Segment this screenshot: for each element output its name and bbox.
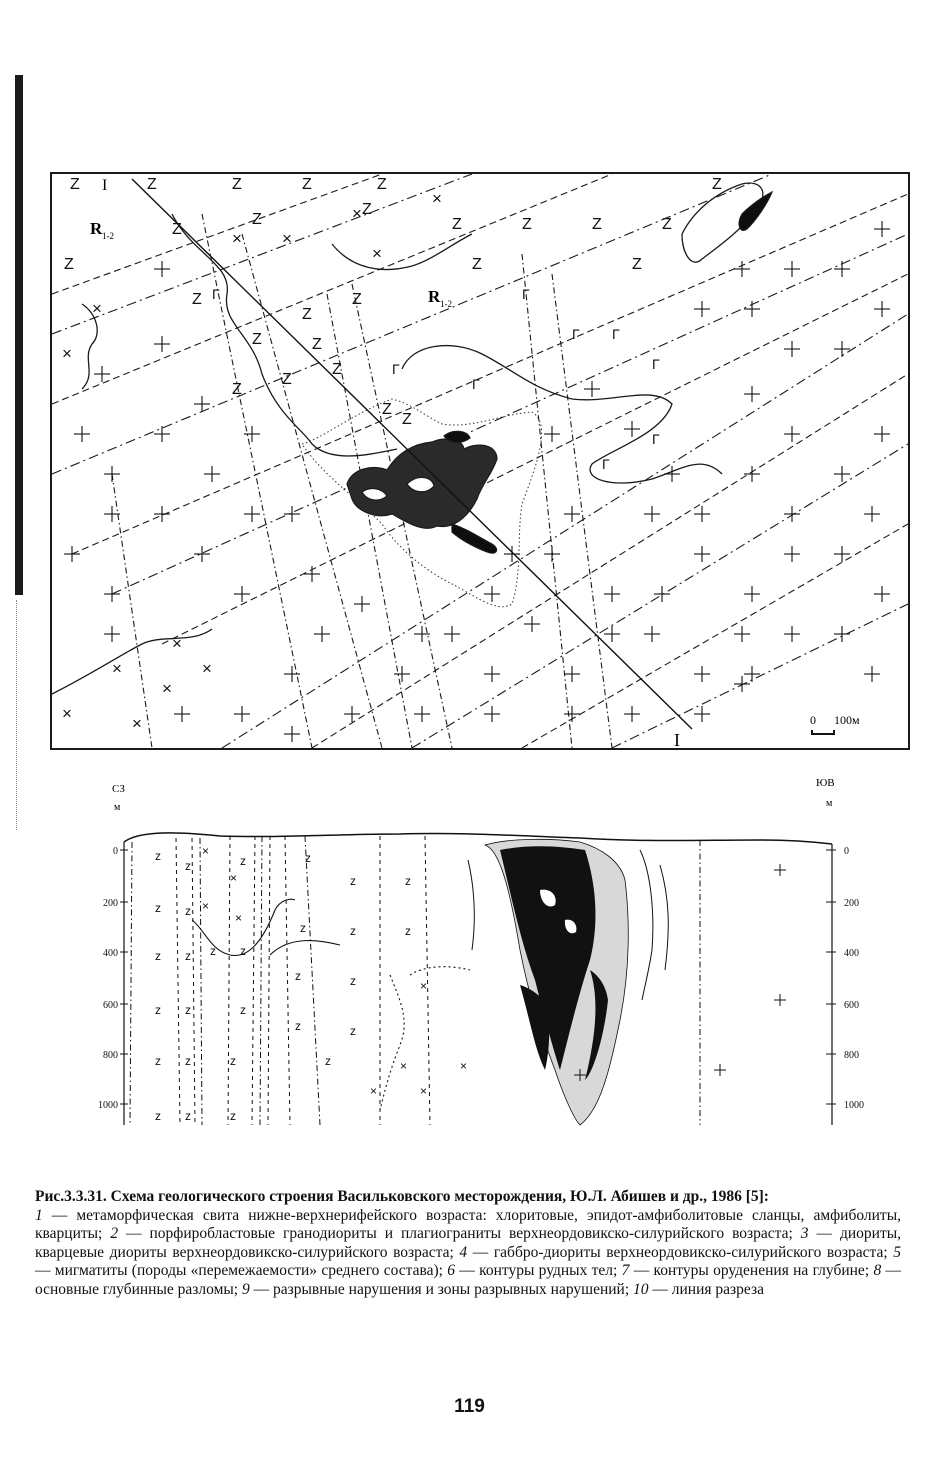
legend-item-number: 1 [35, 1206, 43, 1224]
granite-cross-symbol [584, 381, 600, 397]
legend-item-text: — контуры оруденения на глубине; [629, 1262, 874, 1279]
section-lithology-symbol: z [240, 854, 246, 868]
section-lithology-symbol: × [460, 1059, 468, 1073]
granite-cross-symbol [284, 506, 300, 522]
legend-item-number: 5 [893, 1243, 901, 1261]
lithology-symbol: Z [147, 176, 157, 193]
section-lithology-symbol: z [155, 949, 161, 963]
granite-cross-symbol [744, 386, 760, 402]
granite-cross-symbol [484, 666, 500, 682]
caption-title: Рис.3.3.31. Схема геологического строения Васильковского месторождения, Ю.Л. Абишев и др., 1986 [5]: [35, 1188, 769, 1205]
granite-cross-symbol [94, 366, 110, 382]
section-dir-right: ЮВ [816, 777, 835, 789]
lithology-symbol: Г [612, 326, 620, 342]
lithology-symbol: Г [652, 431, 660, 447]
depth-tick-label-right: 400 [844, 948, 859, 959]
lithology-symbol: Г [652, 356, 660, 372]
section-fault-line [260, 836, 262, 1125]
section-lithology-symbol: × [235, 911, 243, 925]
lithology-symbol: Z [362, 201, 372, 218]
granite-cross-symbol [154, 336, 170, 352]
section-lithology-symbol: z [240, 944, 246, 958]
lithology-symbol: × [282, 229, 292, 248]
lithology-symbol: Г [572, 326, 580, 342]
figure-caption [35, 1188, 901, 1299]
granite-cross-symbol [864, 506, 880, 522]
granite-cross-symbol [874, 301, 890, 317]
lithology-symbol: Z [352, 291, 362, 308]
granite-cross-symbol [64, 546, 80, 562]
caption-legend [35, 1207, 901, 1300]
section-lithology-symbol: z [350, 1024, 356, 1038]
section-lithology-symbol: × [202, 899, 210, 913]
granite-cross-symbol [394, 666, 410, 682]
depth-tick-label-right: 200 [844, 898, 859, 909]
granite-cross-symbol [784, 341, 800, 357]
granite-cross-symbol [694, 301, 710, 317]
lithology-symbol: Г [602, 456, 610, 472]
legend-item-number: 10 [633, 1280, 649, 1298]
granite-cross-symbol [834, 341, 850, 357]
granite-cross-symbol [234, 586, 250, 602]
granite-cross-symbol [744, 666, 760, 682]
granite-cross-symbol [744, 466, 760, 482]
lithology-symbol: Z [70, 176, 80, 193]
granite-cross-symbol [734, 261, 750, 277]
granite-cross-symbol [544, 426, 560, 442]
granite-cross-symbol [714, 1064, 726, 1076]
granite-cross-symbol [234, 706, 250, 722]
map-label-r12-left: R [90, 219, 103, 238]
lithology-symbol: Z [662, 216, 672, 233]
fault-line [612, 604, 908, 748]
lithology-symbol: × [172, 634, 182, 653]
lithology-symbol: Г [522, 286, 530, 302]
section-fault-line [285, 836, 290, 1125]
lithology-symbol: Z [232, 176, 242, 193]
granite-cross-symbol [784, 626, 800, 642]
lithology-symbol: Z [632, 256, 642, 273]
lithology-symbol: Z [282, 371, 292, 388]
section-lithology-symbol: z [185, 859, 191, 873]
granite-cross-symbol [734, 676, 750, 692]
granite-cross-symbol [774, 994, 786, 1006]
granite-cross-symbol [604, 586, 620, 602]
section-unit-left: м [114, 802, 121, 813]
lithology-symbol: Z [302, 176, 312, 193]
granite-cross-symbol [694, 546, 710, 562]
section-lithology-symbol: z [155, 1054, 161, 1068]
granite-cross-symbol [524, 616, 540, 632]
lithology-symbol: Г [472, 376, 480, 392]
section-lithology-symbol: z [325, 1054, 331, 1068]
section-lithology-symbol: × [400, 1059, 408, 1073]
granite-cross-symbol [834, 626, 850, 642]
section-lithology-symbol: × [370, 1084, 378, 1098]
section-dir-left: СЗ [112, 783, 125, 795]
section-lithology-symbol: z [350, 924, 356, 938]
fault-line [552, 274, 612, 748]
lithology-symbol: × [232, 229, 242, 248]
section-lithology-symbol: z [185, 1109, 191, 1123]
lithology-symbol: × [92, 299, 102, 318]
section-lithology-symbol: z [295, 1019, 301, 1033]
lithology-symbol: × [62, 704, 72, 723]
section-lithology-symbol: z [185, 949, 191, 963]
section-fault-line [252, 836, 255, 1125]
granite-cross-symbol [744, 301, 760, 317]
lithology-symbol: Г [212, 286, 220, 302]
section-fault-line [192, 838, 195, 1125]
granite-cross-symbol [784, 506, 800, 522]
depth-tick-label-left: 1000 [98, 1100, 118, 1111]
granite-cross-symbol [504, 546, 520, 562]
legend-item-text: — разрывные нарушения и зоны разрывных нарушений; [249, 1280, 634, 1298]
section-lithology-symbol: z [155, 1003, 161, 1017]
granite-cross-symbol [874, 221, 890, 237]
granite-cross-symbol [784, 261, 800, 277]
granite-cross-symbol [104, 586, 120, 602]
lithology-symbol: Z [377, 176, 387, 193]
legend-item-text: — мигматиты (породы «перемежаемости» среднего состава); [35, 1262, 448, 1279]
fault-line [112, 474, 152, 748]
section-lithology-symbol: z [350, 974, 356, 988]
lithology-symbol: Z [252, 331, 262, 348]
granite-cross-symbol [154, 426, 170, 442]
granite-cross-symbol [564, 706, 580, 722]
section-fault-line [176, 838, 180, 1125]
granite-cross-symbol [564, 666, 580, 682]
legend-item-text: — диориты, кварцевые диориты верхнеордовикско-силурийского возраста; [35, 1225, 902, 1261]
granite-cross-symbol [154, 506, 170, 522]
map-label-r12-center-sub: 1-2 [440, 299, 452, 309]
granite-cross-symbol [664, 466, 680, 482]
granite-cross-symbol [774, 864, 786, 876]
granite-cross-symbol [864, 666, 880, 682]
depth-tick-label-left: 200 [103, 898, 118, 909]
granite-cross-symbol [544, 546, 560, 562]
section-lithology-symbol: z [350, 874, 356, 888]
depth-tick-label-left: 800 [103, 1050, 118, 1061]
lithology-symbol: Z [402, 411, 412, 428]
page-edge-bar [15, 75, 23, 595]
section-ore-zone [468, 839, 668, 1125]
section-fault-line [268, 836, 270, 1125]
lithology-symbol: Z [592, 216, 602, 233]
granite-cross-symbol [784, 546, 800, 562]
page-edge-dots [16, 600, 19, 830]
lithology-symbol: × [162, 679, 172, 698]
lithology-symbol: Z [522, 216, 532, 233]
legend-item-text: — габбро-диориты верхнеордовикско-силурийского возраста; [467, 1243, 894, 1261]
fault-line [162, 274, 908, 644]
granite-cross-symbol [694, 706, 710, 722]
section-fault-line [305, 836, 320, 1125]
legend-item-text: — контуры рудных тел; [454, 1262, 622, 1279]
granite-cross-symbol [344, 706, 360, 722]
section-svg [80, 770, 880, 1130]
granite-cross-symbol [784, 426, 800, 442]
legend-item-number: 9 [241, 1280, 250, 1298]
granite-cross-symbol [354, 596, 370, 612]
cross-section [80, 770, 880, 1130]
granite-cross-symbol [444, 626, 460, 642]
granite-cross-symbol [834, 261, 850, 277]
granite-cross-symbol [154, 261, 170, 277]
fault-line [72, 194, 908, 554]
section-lithology-symbol: z [230, 1054, 236, 1068]
granite-cross-symbol [734, 626, 750, 642]
map-label-r12-left-sub: 1-2 [102, 231, 114, 241]
lithology-symbol: Z [302, 306, 312, 323]
section-lithology-symbol: z [185, 904, 191, 918]
section-lithology-symbol: z [405, 874, 411, 888]
granite-cross-symbol [694, 506, 710, 522]
lithology-symbol: Z [232, 381, 242, 398]
lithology-symbol: × [112, 659, 122, 678]
section-lithology-symbol: z [240, 1003, 246, 1017]
legend-item-text: — линия разреза [648, 1280, 764, 1298]
granite-cross-symbol [74, 426, 90, 442]
lithology-symbol: Z [712, 176, 722, 193]
section-fault-line [200, 838, 202, 1125]
lithology-symbol: Z [452, 216, 462, 233]
legend-item-text: — основные глубинные разломы; [35, 1262, 901, 1298]
fault-line [312, 374, 908, 748]
granite-cross-symbol [204, 466, 220, 482]
legend-item-number: 7 [621, 1262, 630, 1279]
legend-item-number: 2 [110, 1225, 119, 1242]
fault-line [412, 444, 908, 748]
map-label-r12-center: R [428, 287, 441, 306]
granite-cross-symbol [304, 566, 320, 582]
granite-cross-symbol [194, 546, 210, 562]
geological-map [50, 172, 910, 750]
lithology-symbol: Z [192, 291, 202, 308]
lithology-symbol: × [132, 714, 142, 733]
lithology-symbol: Z [332, 361, 342, 378]
granite-cross-symbol [874, 586, 890, 602]
section-lithology-symbols [155, 844, 786, 1123]
section-line-end-label: I [674, 730, 680, 748]
section-lithology-symbol: × [420, 1084, 428, 1098]
granite-cross-symbol [834, 466, 850, 482]
fault-line [222, 314, 908, 748]
lithology-symbol: Z [382, 401, 392, 418]
depth-tick-label-right: 1000 [844, 1100, 864, 1111]
depth-tick-label-right: 600 [844, 1000, 859, 1011]
granite-cross-symbol [174, 706, 190, 722]
scale-zero: 0 [810, 713, 816, 727]
granite-cross-symbol [484, 706, 500, 722]
lithology-symbol: × [352, 204, 362, 223]
legend-item-number: 4 [459, 1243, 468, 1261]
section-lithology-symbol: × [420, 979, 428, 993]
section-lithology-symbol: z [155, 1109, 161, 1123]
lithology-symbol: × [202, 659, 212, 678]
lithology-symbol: Z [472, 256, 482, 273]
depth-tick-label-left: 400 [103, 948, 118, 959]
lithology-symbol: Z [172, 221, 182, 238]
granite-cross-symbol [624, 421, 640, 437]
section-lithology-symbol: z [155, 849, 161, 863]
legend-item-number: 3 [800, 1225, 809, 1242]
legend-item-text: — метаморфическая свита нижне-верхнерифейского возраста: хлоритовые, эпидот-амфиболитовые сланцы, амфиболиты, кварциты; [35, 1206, 901, 1242]
section-unit-right: м [826, 798, 833, 809]
lithology-symbol: × [432, 189, 442, 208]
granite-cross-symbol [414, 626, 430, 642]
granite-cross-symbol [564, 506, 580, 522]
granite-cross-symbol [644, 626, 660, 642]
depth-tick-label-left: 600 [103, 1000, 118, 1011]
fault-line [112, 234, 908, 594]
section-lithology-symbol: z [295, 969, 301, 983]
legend-item-number: 6 [447, 1262, 455, 1279]
section-lithology-symbol: z [305, 851, 311, 865]
lithology-symbol: Z [64, 256, 74, 273]
lithology-symbol: × [62, 344, 72, 363]
granite-cross-symbol [314, 626, 330, 642]
scale-value: 100м [834, 713, 860, 727]
section-lithology-symbol: z [230, 1109, 236, 1123]
lithology-symbol: Z [252, 211, 262, 228]
depth-tick-label-right: 0 [844, 846, 849, 857]
depth-tick-label-left: 0 [113, 846, 118, 857]
depth-tick-label-right: 800 [844, 1050, 859, 1061]
granite-cross-symbol [104, 506, 120, 522]
granite-cross-symbol [874, 426, 890, 442]
lithology-symbol: Z [312, 336, 322, 353]
granite-cross-symbol [624, 706, 640, 722]
section-lithology-symbol: z [405, 924, 411, 938]
granite-cross-symbol [104, 466, 120, 482]
granite-cross-symbol [744, 586, 760, 602]
section-lithology-symbol: z [185, 1003, 191, 1017]
granite-cross-symbol [484, 586, 500, 602]
map-svg [52, 174, 908, 748]
granite-cross-symbol [244, 506, 260, 522]
lithology-symbol: × [372, 244, 382, 263]
section-lithology-symbol: z [155, 901, 161, 915]
section-lithology-symbol: z [185, 1054, 191, 1068]
granite-cross-symbol [694, 666, 710, 682]
section-lithology-symbol: × [202, 844, 210, 858]
granite-cross-symbol [414, 706, 430, 722]
scale-bar [812, 730, 834, 734]
section-lithology-symbol: z [300, 921, 306, 935]
section-line-start-label: I [102, 177, 108, 194]
fault-line [52, 174, 472, 334]
page-number: 119 [454, 1396, 485, 1417]
legend-item-text: — порфиробластовые гранодиориты и плагиограниты верхнеордовикско-силурийского возраста; [118, 1225, 801, 1242]
legend-item-number: 8 [873, 1262, 882, 1279]
section-fault-line [130, 842, 132, 1125]
granite-cross-symbol [654, 586, 670, 602]
lithology-symbol: Г [392, 361, 400, 377]
granite-cross-symbol [284, 726, 300, 742]
section-lithology-symbol: z [210, 944, 216, 958]
granite-cross-symbol [104, 626, 120, 642]
section-lithology-symbol: × [230, 871, 238, 885]
granite-cross-symbol [644, 506, 660, 522]
